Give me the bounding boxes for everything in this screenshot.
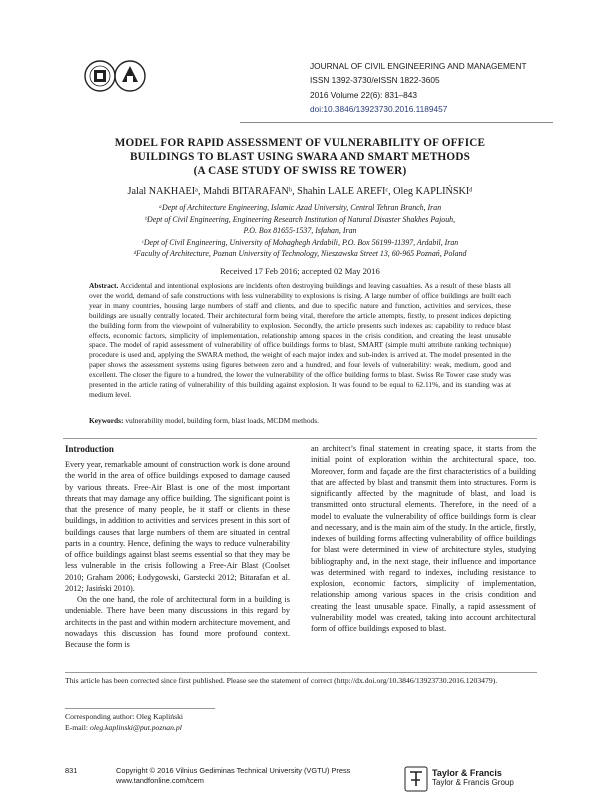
journal-website-link[interactable]: www.tandfonline.com/tcem — [116, 776, 204, 785]
copyright-text: Copyright © 2016 Vilnius Gediminas Technical University (VGTU) Press — [116, 766, 351, 775]
affiliation-b-2: P.O. Box 81655-1537, Isfahan, Iran — [243, 226, 357, 236]
keywords-label: Keywords: — [89, 416, 124, 425]
affiliation-a: ᵃDept of Architecture Engineering, Islamic Azad University, Central Tehran Branch, Iran — [158, 203, 442, 212]
publisher-name: Taylor & Francis — [432, 768, 502, 778]
correspondence-divider — [65, 708, 215, 709]
affiliation-c: ᶜDept of Civil Engineering, University of Mohaghegh Ardabili, P.O. Box 56199-11397, Ardabil, Iran — [141, 237, 459, 247]
email-link[interactable]: oleg.kaplinski@put.poznan.pl — [89, 723, 182, 732]
authors: Jalal NAKHAEIᵃ, Mahdi BITARAFANᵇ, Shahin LALE AREFIᶜ, Oleg KAPLIŃSKIᵈ — [127, 186, 473, 197]
abstract — [89, 281, 511, 400]
correction-note: This article has been corrected since first published. Please see the statement of correct (http://dx.doi.org/10.3846/13923730.2016.1203479). — [65, 676, 498, 685]
email-line — [65, 722, 365, 733]
intro-paragraph-2: On the one hand, the role of architectural form in a building is undeniable. There have been many discussions in this regard by architects in the past and within modern architecture movement, and nowadays this discussion has found more profound context. Because the form is — [65, 595, 290, 650]
corresponding-author: Corresponding author: Oleg Kapliński — [65, 712, 184, 721]
affiliation-b-1: ᵇDept of Civil Engineering, Engineering Research Institution of Natural Disaster Shakhes Pajouh, — [144, 214, 456, 224]
publisher-group: Taylor & Francis Group — [432, 778, 514, 787]
journal-logos — [82, 58, 192, 94]
copyright-block — [116, 766, 350, 786]
article-doi-link[interactable]: doi:10.3846/13923730.2016.1189457 — [310, 103, 448, 114]
title-line-2: BUILDINGS TO BLAST USING SWARA AND SMART METHODS — [129, 151, 471, 164]
vgtu-logo-icon — [82, 58, 192, 94]
affiliations — [80, 202, 520, 260]
header-divider — [240, 122, 553, 123]
email-label: E-mail: — [65, 723, 89, 732]
title-line-3: (A CASE STUDY OF SWISS RE TOWER) — [193, 165, 407, 178]
intro-heading: Introduction — [65, 444, 114, 454]
abstract-divider — [63, 438, 537, 439]
keywords — [89, 416, 511, 426]
affiliation-d: ᵈFaculty of Architecture, Poznan University of Technology, Nieszawska Street 13, 60-965 Poznań, Poland — [133, 249, 467, 259]
abstract-text: Accidental and intentional explosions are incidents often destroying buildings and leaving casualties. As a result of these blasts all over the world, demand of safe constructions with less vulnerability to explosions is rising. A large number of office buildings are built each year in many countries, housing large numbers of staff and clients, and due to specific nature and function, activities and services, these buildings are usually centrally located. Their architectural form being vital, therefore the article attempts, firstly, to present indices depicting the building form from the viewpoint of vulnerability to explosion. Secondly, the article presents such indexes as: capability to reduce blast effects, economic factors, simplicity of implementation, relationship among spaces in the crisis condition, and creating the least unusable space. The model of rapid assessment of vulnerability of office buildings forms to blast, SMART (simple multi attribute ranking technique) procedure is used and, applying the SWARA method, the weight of each major index and sub-index is arrived at. The model presented in the paper shows the assessment systems using figures between zero and a hundred, and four levels of vulnerability: weak, medium, good and excellent. The closer the figure to a hundred, the lower the vulnerability of the office building forms to blast. Swiss Re Tower case study was presented in the article rating of vulnerability of this building against explosion. It was found to be equal to 62.11%, and its standing was at medium level. — [89, 281, 511, 399]
publisher-block — [432, 768, 514, 788]
body-right-column — [311, 443, 536, 635]
journal-issn: ISSN 1392-3730/eISSN 1822-3605 — [310, 75, 440, 86]
journal-name: JOURNAL OF CIVIL ENGINEERING AND MANAGEMENT — [310, 61, 527, 71]
correspondence — [65, 711, 365, 733]
article-title — [70, 136, 530, 179]
intro-paragraph-3: an architect’s final statement in creating space, it starts from the initial point of exploration within the architectural space, too. Moreover, form and façade are the first characteristics of a building that are affected by blast and transmit them into structures. Form is significantly affected by the magnitude of blast, and load is transmitted onto structural elements. Therefore, in the need of a model to evaluate the vulnerability of office buildings form is clear and necessary, and is the main aim of the study. In the article, firstly, indexes of building forms affecting vulnerability of office buildings for blast were determined in view of architecture styles, studying bibliography and, in the next stage, their influence and importance was determined with regard to indexes, including resistance to explosion, economic factors, simplicity of implementation, relationship among various spaces in the crisis condition and creating the least unusable space. Finally, a rapid assessment of vulnerability model was created, taking into account architectural form of office buildings exposed to blast. — [311, 444, 536, 634]
body-left-column — [65, 443, 290, 651]
page-number: 831 — [65, 766, 78, 775]
intro-paragraph-1: Every year, remarkable amount of construction work is done around the world in the area of office buildings exposed to damage caused by various threats. Free-Air Blast is one of the most important threats that may damage any office building. The significant point is that the presence of many people, be it staff or clients in these buildings, in addition to activities and services present in this sort of buildings causes that large numbers of them are situated in central parts in a country. Hence, defining the ways to reduce vulnerability of office buildings against blast seems essential so that they may be less vulnerable in the crisis following a Free-Air Blast (Coolset 2010; Graham 2006; Łodygowski, Garstecki 2012; Bitarafan et al. 2012; Jasiński 2010). — [65, 460, 290, 593]
journal-volume: 2016 Volume 22(6): 831–843 — [310, 89, 418, 100]
notes-divider — [65, 672, 537, 673]
abstract-label: Abstract. — [89, 281, 119, 290]
title-line-1: MODEL FOR RAPID ASSESSMENT OF VULNERABILITY OF OFFICE — [114, 137, 486, 149]
journal-header — [310, 59, 545, 116]
received-dates: Received 17 Feb 2016; accepted 02 May 2016 — [220, 266, 380, 276]
taylor-francis-logo-icon — [404, 766, 428, 792]
keywords-text: vulnerability model, building form, blast loads, MCDM methods. — [125, 416, 319, 425]
